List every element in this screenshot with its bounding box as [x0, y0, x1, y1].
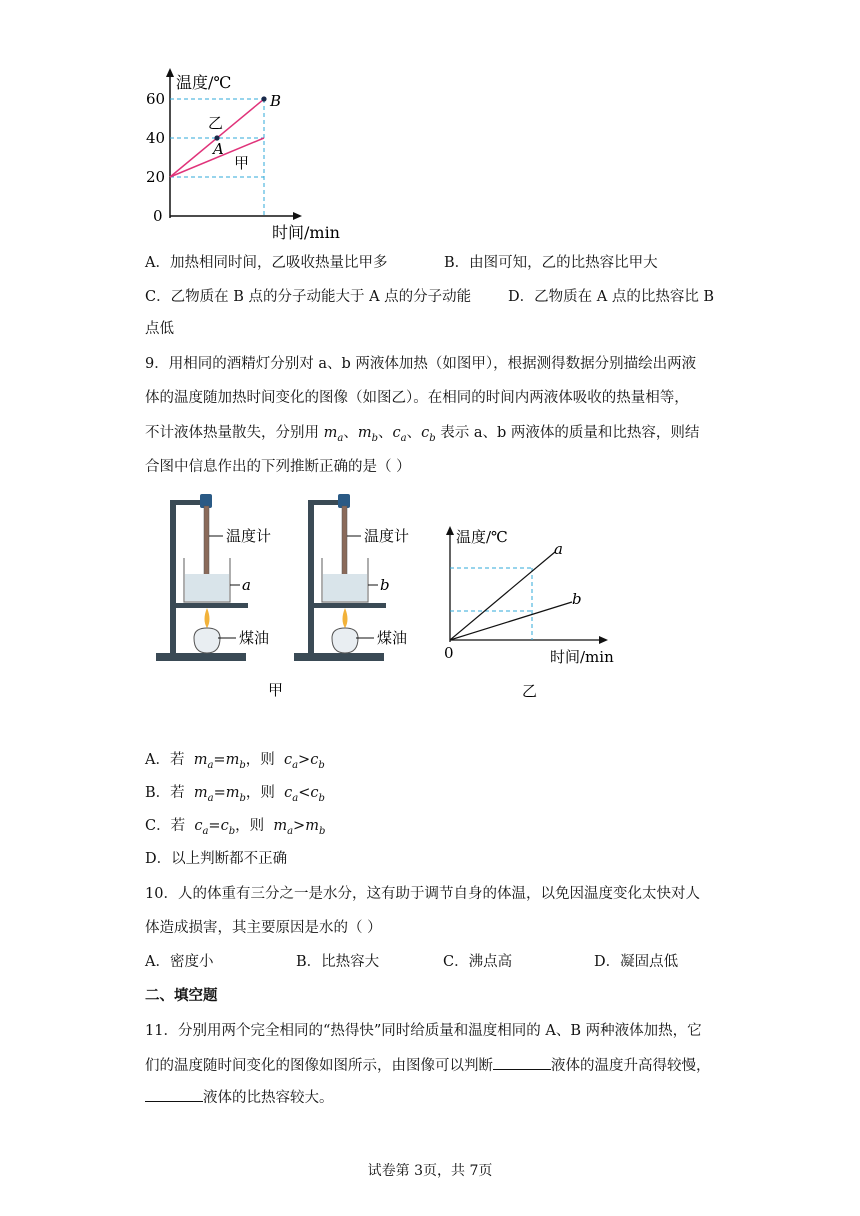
q9-line-3-prefix: 不计液体热量散失，分别用 [145, 425, 324, 441]
q9-line-3: 不计液体热量散失，分别用 $m_a$、$m_b$、$c_a$、$c_b$ 表示 a、b 两液体的质量和比热容，则结 [145, 425, 700, 444]
q11-line-2-suffix: 液体的温度升高得较慢， [551, 1058, 711, 1074]
caption-yi: 乙 [522, 682, 538, 700]
stand-base-a [156, 653, 246, 661]
q9-line-3-suffix: 表示 a、b 两液体的质量和比热容，则结 [435, 425, 700, 441]
q9-option-c-prefix: C．若 [145, 818, 186, 834]
y-tick-60: 60 [146, 90, 166, 108]
q9-option-d[interactable]: D．以上判断都不正确 [145, 851, 288, 867]
y-tick-40: 40 [146, 129, 166, 147]
fuel-label-b: 煤油 [377, 629, 408, 647]
q11-line-3-suffix: 液体的比热容较大。 [203, 1090, 334, 1106]
graph-x-label: 时间/min [550, 648, 614, 666]
lamp-b [332, 628, 358, 653]
ring-arm-b [308, 603, 386, 608]
apparatus-b [294, 494, 409, 661]
var-cb: $c_b$ [421, 425, 436, 444]
q11-line-1: 11．分别用两个完全相同的“热得快”同时给质量和温度相同的 A、B 两种液体加热，它 [145, 1023, 702, 1039]
q10-line-1: 10．人的体重有三分之一是水分，这有助于调节自身的体温，以免因温度变化太快对人 [145, 886, 700, 902]
y-axis-arrow [446, 526, 454, 535]
thermometer-label-b: 温度计 [364, 527, 410, 545]
q9-line-2: 体的温度随加热时间变化的图像（如图乙）。在相同的时间内两液体吸收的热量相等， [145, 390, 689, 406]
y-axis-label: 温度/℃ [176, 73, 232, 92]
q8-option-d-continued: 点低 [145, 321, 174, 337]
q11-line-3 [145, 1087, 334, 1108]
q8-option-a[interactable]: A．加热相同时间，乙吸收热量比甲多 [145, 255, 388, 271]
liquid-label-b: b [380, 576, 390, 594]
section-title-fill-in: 二、填空题 [145, 987, 218, 1004]
q10-option-b[interactable]: B．比热容大 [296, 954, 380, 970]
page-footer: 试卷第 3页，共 7页 [367, 1163, 493, 1179]
ring-arm-a [170, 603, 248, 608]
q9-option-b-prefix: B．若 [145, 785, 185, 801]
q10-line-2: 体造成损害，其主要原因是水的（ ） [145, 920, 382, 936]
q11-blank-2[interactable] [145, 1087, 203, 1102]
stand-base-b [294, 653, 384, 661]
q9-option-c[interactable]: C．若 $c_a=c_b$，则 $m_a>m_b$ [145, 818, 326, 837]
series-a-label: a [554, 540, 563, 558]
q8-option-c[interactable]: C．乙物质在 B 点的分子动能大于 A 点的分子动能 [145, 289, 472, 305]
q9-option-a[interactable]: A．若 $m_a=m_b$，则 $c_a>c_b$ [145, 752, 325, 771]
liquid-a [185, 574, 229, 601]
var-ma: $m_a$ [323, 425, 344, 444]
q10-option-d[interactable]: D．凝固点低 [594, 954, 679, 970]
y-axis-arrow [166, 68, 174, 77]
stand-rod-a [170, 500, 176, 655]
x-axis-label: 时间/min [272, 223, 340, 242]
q9-line-1: 9．用相同的酒精灯分别对 a、b 两液体加热（如图甲），根据测得数据分别描绘出两液 [145, 356, 697, 372]
series-jia-label: 甲 [234, 154, 250, 172]
q8-option-b[interactable]: B．由图可知，乙的比热容比甲大 [444, 255, 658, 271]
liquid-label-a: a [242, 576, 251, 594]
point-b-label: B [270, 92, 282, 110]
graph-origin: 0 [444, 644, 454, 662]
graph-y-label: 温度/℃ [456, 528, 508, 546]
q8-option-d[interactable]: D．乙物质在 A 点的比热容比 B [508, 289, 715, 305]
liquid-b [323, 574, 367, 601]
series-a-line [450, 552, 555, 640]
point-a-label: A [213, 140, 224, 158]
x-axis-arrow [599, 636, 608, 644]
thermometer-label-a: 温度计 [226, 527, 272, 545]
y-tick-20: 20 [146, 168, 166, 186]
q9-line-4: 合图中信息作出的下列推断正确的是（ ） [145, 459, 411, 475]
flame-a [205, 608, 210, 628]
x-axis-arrow [293, 212, 302, 220]
stand-rod-b [308, 500, 314, 655]
flame-b [343, 608, 348, 628]
apparatus-a [156, 494, 271, 661]
var-mb: $m_b$ [357, 425, 378, 444]
q11-line-2-prefix: 们的温度随时间变化的图像如图所示，由图像可以判断 [145, 1058, 493, 1074]
fuel-label-a: 煤油 [239, 629, 270, 647]
q11-blank-1[interactable] [493, 1055, 551, 1070]
q9-option-a-prefix: A．若 [145, 752, 185, 768]
series-b-label: b [572, 590, 582, 608]
q8-temperature-time-graph [140, 66, 370, 246]
y-tick-0: 0 [153, 207, 163, 225]
series-yi-label: 乙 [208, 114, 224, 132]
q10-option-c[interactable]: C．沸点高 [443, 954, 513, 970]
q11-line-2 [145, 1055, 711, 1076]
q9-option-b[interactable]: B．若 $m_a=m_b$，则 $c_a<c_b$ [145, 785, 325, 804]
series-b-line [450, 602, 572, 640]
caption-jia: 甲 [268, 681, 284, 699]
q9-temperature-time-graph [440, 522, 620, 702]
point-b-dot [261, 96, 266, 101]
q10-option-a[interactable]: A．密度小 [145, 954, 214, 970]
lamp-a [194, 628, 220, 653]
var-ca: $c_a$ [392, 425, 407, 444]
q9-apparatus-figure [150, 488, 440, 703]
